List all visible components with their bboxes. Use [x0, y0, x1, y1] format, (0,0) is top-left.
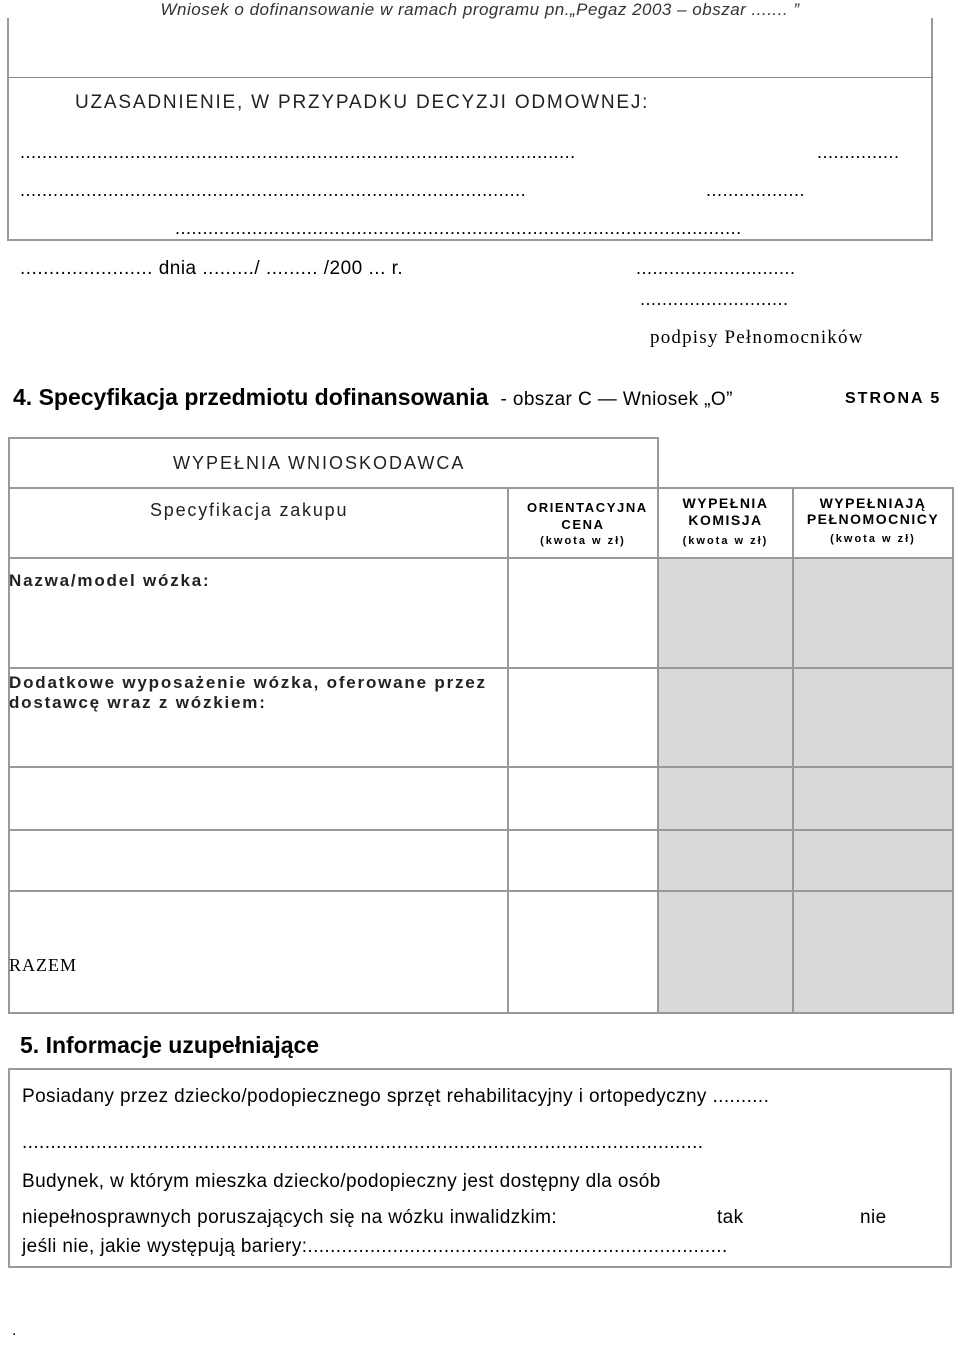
page-number: STRONA 5 [845, 390, 942, 407]
total-commission-cell [657, 890, 794, 1014]
total-cell [8, 890, 509, 1014]
extras-proxy-cell [792, 667, 954, 768]
model-price-cell[interactable] [507, 557, 659, 669]
dotted-line: ..................................................................................................... [20, 142, 576, 162]
signature-dots: ........................... [640, 289, 789, 309]
applicant-header: WYPEŁNIA WNIOSKODAWCA [173, 453, 466, 473]
total-price-cell[interactable] [507, 890, 659, 1014]
dotted-line: .................. [706, 180, 806, 200]
divider [9, 77, 933, 78]
dotted-line: ............................................................................................ [20, 180, 527, 200]
section-4-subtitle: - obszar C — Wniosek „O” [500, 389, 733, 410]
item-cell[interactable] [8, 766, 509, 831]
document-header: Wniosek o dofinansowanie w ramach programu pn.„Pegaz 2003 – obszar ....... ” [160, 0, 800, 19]
price-header-unit: (kwota w zł) [540, 535, 626, 547]
option-yes[interactable]: tak [717, 1207, 744, 1228]
item-commission-cell [657, 766, 794, 831]
section-4-heading: 4. Specyfikacja przedmiotu dofinansowania [13, 384, 489, 410]
justification-box [7, 18, 933, 241]
barriers-line: jeśli nie, jakie występują bariery:.......................................................................... [22, 1236, 728, 1257]
item-commission-cell [657, 829, 794, 892]
equipment-line: Posiadany przez dziecko/podopiecznego sprzęt rehabilitacyjny i ortopedyczny .......... [22, 1086, 770, 1107]
item-proxy-cell [792, 829, 954, 892]
section-4-title [13, 384, 733, 411]
item-proxy-cell [792, 766, 954, 831]
model-name-label: Nazwa/model wózka: [9, 571, 211, 590]
spec-header: Specyfikacja zakupu [150, 500, 349, 520]
commission-header [659, 495, 792, 550]
signature-dots: ............................. [636, 258, 796, 278]
item-price-cell[interactable] [507, 766, 659, 831]
price-header-label: ORIENTACYJNA CENA [527, 500, 648, 532]
total-proxy-cell [792, 890, 954, 1014]
dotted-line: ........................................................................................................................ [22, 1132, 704, 1153]
spec-header-cell [8, 487, 509, 559]
model-proxy-cell [792, 557, 954, 669]
extras-price-cell[interactable] [507, 667, 659, 768]
signature-label: podpisy Pełnomocników [650, 327, 864, 348]
proxy-header-unit: (kwota w zł) [830, 533, 916, 545]
item-cell[interactable] [8, 829, 509, 892]
commission-header-unit: (kwota w zł) [682, 535, 769, 547]
justification-label: UZASADNIENIE, W PRZYPADKU DECYZJI ODMOWNEJ: [75, 92, 650, 113]
building-line: Budynek, w którym mieszka dziecko/podopieczny jest dostępny dla osób [22, 1171, 661, 1192]
extras-commission-cell [657, 667, 794, 768]
accessibility-line: niepełnosprawnych poruszających się na wózku inwalidzkim: [22, 1207, 557, 1228]
model-commission-cell [657, 557, 794, 669]
extras-label: Dodatkowe wyposażenie wózka, oferowane przez dostawcę wraz z wózkiem: [9, 673, 487, 712]
commission-header-label: WYPEŁNIA KOMISJA [682, 495, 769, 528]
date-line: ....................... dnia ........./ ......... /200 ... r. [20, 258, 404, 279]
total-label: RAZEM [9, 955, 77, 975]
dotted-line: ....................................................................................................... [175, 218, 742, 238]
option-no[interactable]: nie [860, 1207, 887, 1228]
proxy-header [794, 495, 952, 548]
item-price-cell[interactable] [507, 829, 659, 892]
price-header [509, 499, 657, 550]
proxy-header-label: WYPEŁNIAJĄ PEŁNOMOCNICY [806, 495, 940, 527]
dotted-line: ............... [817, 142, 900, 162]
section-5-title: 5. Informacje uzupełniające [20, 1032, 320, 1058]
footer-mark: . [12, 1322, 17, 1339]
